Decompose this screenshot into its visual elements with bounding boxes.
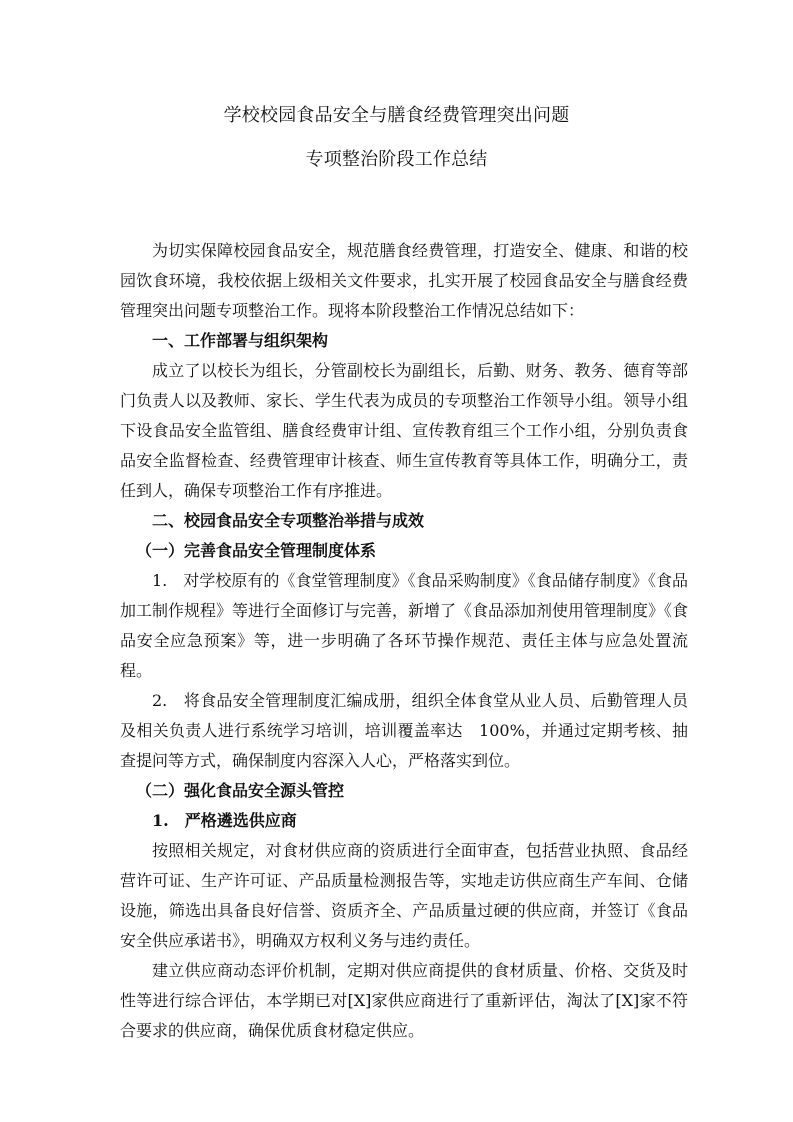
subsection-2-item-1-heading: 1. 严格遴选供应商 [152,811,297,830]
section-1-heading: 一、工作部署与组织架构 [152,331,329,350]
subsection-2-paragraph-1: 按照相关规定，对食材供应商的资质进行全面审查，包括营业执照、食品经营许可证、生产许可证、产品质量检测报告等，实地走访供应商生产车间、仓储设施，筛选出具备良好信誉、资质齐全、产品质量过硬的供应商，并签订《食品安全供应承诺书》，明确双方权利义务与违约责任。 [120,841,688,950]
subsection-1-heading: （一）完善食品安全管理制度体系 [136,541,377,560]
intro-paragraph: 为切实保障校园食品安全，规范膳食经费管理，打造安全、健康、和谐的校园饮食环境，我校依据上级相关文件要求，扎实开展了校园食品安全与膳食经费管理突出问题专项整治工作。现将本阶段整治工作情况总结如下： [120,241,688,320]
subsection-2-paragraph-2: 建立供应商动态评价机制，定期对供应商提供的食材质量、价格、交货及时性等进行综合评估，本学期已对[X]家供应商进行了重新评估，淘汰了[X]家不符合要求的供应商，确保优质食材稳定供应。 [120,961,688,1040]
subsection-1-item-2: 2. 将食品安全管理制度汇编成册，组织全体食堂从业人员、后勤管理人员及相关负责人进行系统学习培训，培训覆盖率达 100%，并通过定期考核、抽查提问等方式，确保制度内容深入人心，严格落实到位。 [120,691,688,770]
subsection-2-heading: （二）强化食品安全源头管控 [136,781,345,800]
document-body [120,236,688,1046]
document-title-line-1: 学校校园食品安全与膳食经费管理突出问题 [223,105,570,126]
section-1-paragraph: 成立了以校长为组长，分管副校长为副组长，后勤、财务、教务、德育等部门负责人以及教师、家长、学生代表为成员的专项整治工作领导小组。领导小组下设食品安全监管组、膳食经费审计组、宣传教育组三个工作小组，分别负责食品安全监督检查、经费管理审计核查、师生宣传教育等具体工作，明确分工，责任到人，确保专项整治工作有序推进。 [120,361,688,500]
subsection-1-item-1: 1. 对学校原有的《食堂管理制度》《食品采购制度》《食品储存制度》《食品加工制作规程》等进行全面修订与完善，新增了《食品添加剂使用管理制度》《食品安全应急预案》等，进一步明确了各环节操作规范、责任主体与应急处置流程。 [120,571,689,680]
document-title-line-2: 专项整治阶段工作总结 [305,149,488,170]
section-2-heading: 二、校园食品安全专项整治举措与成效 [152,511,425,530]
